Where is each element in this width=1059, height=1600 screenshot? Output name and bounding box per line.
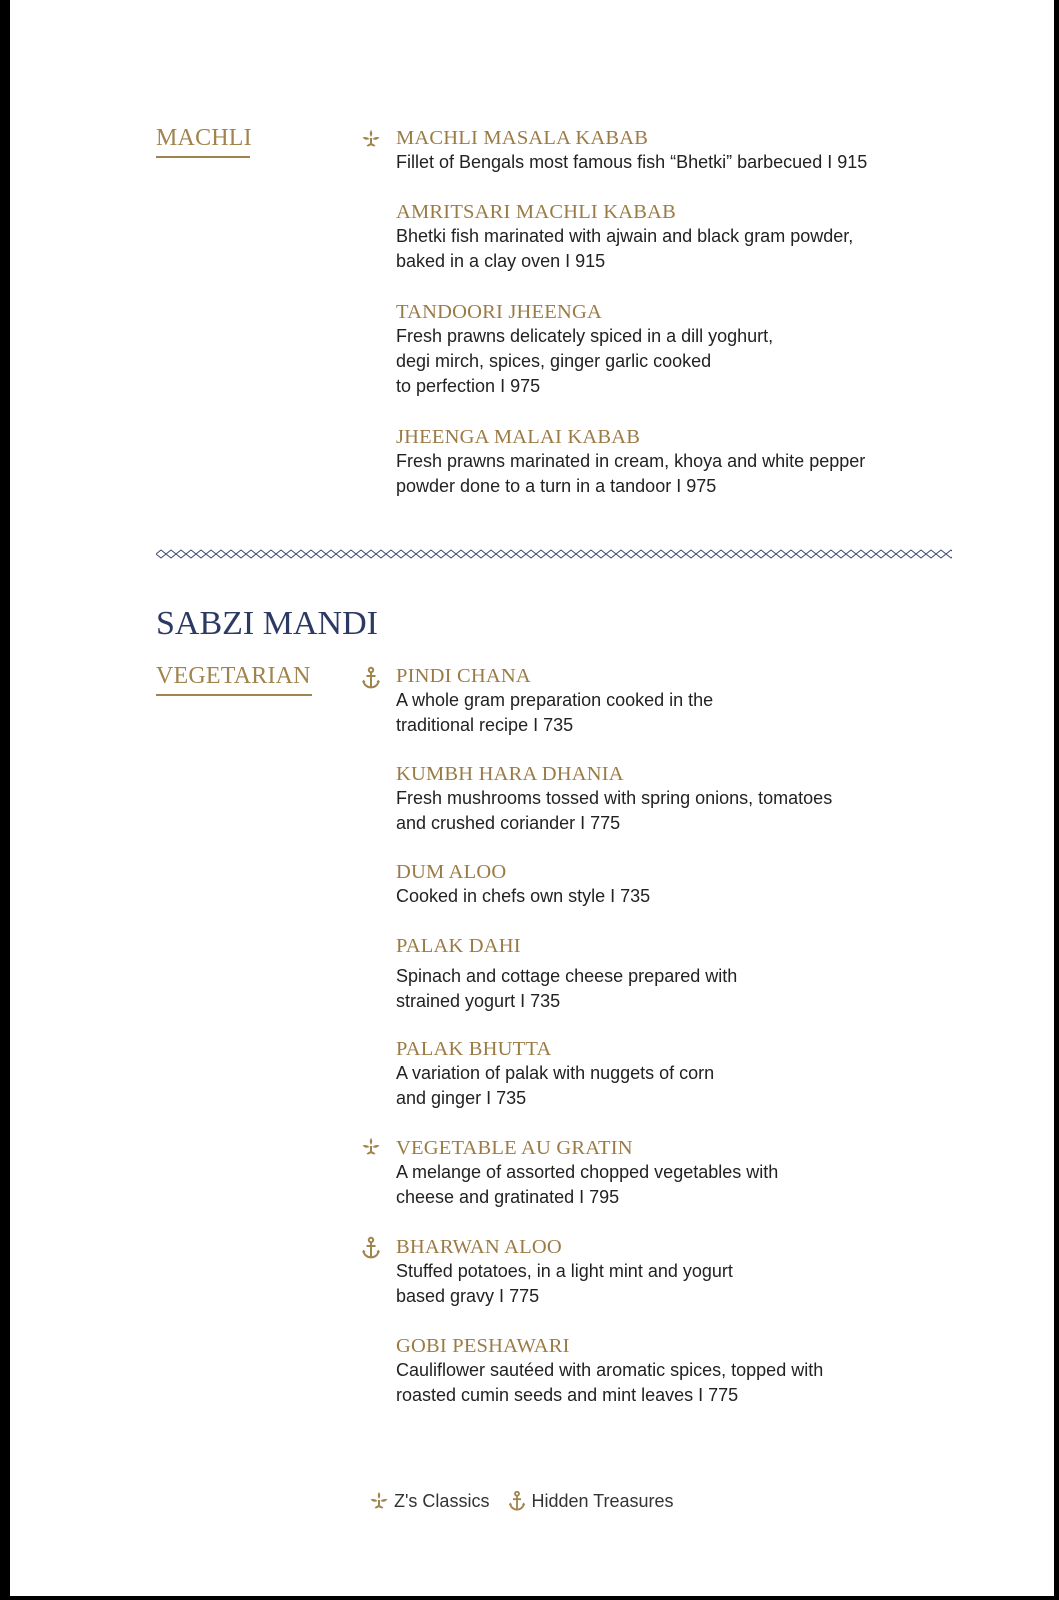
item-description: A melange of assorted chopped vegetables with cheese and gratinated I 795 [396,1162,779,1207]
item-name: PALAK BHUTTA [396,1038,552,1060]
menu-item [396,1037,976,1111]
menu-item [396,1235,976,1309]
item-name: KUMBH HARA DHANIA [396,763,624,785]
fleur-icon [360,1136,382,1158]
item-name: MACHLI MASALA KABAB [396,127,649,149]
section-label-machli [156,124,252,158]
legend-label: Hidden Treasures [531,1490,674,1511]
item-description: Spinach and cottage cheese prepared with strained yogurt I 735 [396,966,738,1011]
item-name: PALAK DAHI [396,935,521,957]
item-name: AMRITSARI MACHLI KABAB [396,201,677,223]
legend-item-classics [368,1490,489,1512]
item-description: Cauliflower sautéed with aromatic spices, topped with roasted cumin seeds and mint leaves I 775 [396,1360,824,1405]
anchor-icon [507,1490,527,1512]
item-name: GOBI PESHAWARI [396,1335,570,1357]
section-label-text: MACHLI [156,125,252,151]
item-description: A whole gram preparation cooked in the traditional recipe I 735 [396,690,714,735]
menu-item [396,425,976,499]
legend-item-hidden-treasures [507,1490,673,1512]
item-name: JHEENGA MALAI KABAB [396,426,641,448]
item-description: Fresh mushrooms tossed with spring onions, tomatoes and crushed coriander I 775 [396,788,833,833]
item-description: Fresh prawns marinated in cream, khoya and white pepper powder done to a turn in a tandoor I 975 [396,451,866,496]
anchor-icon [360,1236,382,1258]
menu-item [396,934,976,1014]
fleur-icon [360,128,382,150]
item-name: VEGETABLE AU GRATIN [396,1137,633,1159]
menu-item [396,1334,976,1408]
section-label-vegetarian [156,662,312,696]
anchor-icon [360,666,382,688]
menu-item [396,200,976,274]
item-name: DUM ALOO [396,861,507,883]
menu-item [396,1136,976,1210]
legend [368,1490,692,1512]
item-name: TANDOORI JHEENGA [396,301,602,323]
section-title-sabzi-mandi: SABZI MANDI [156,605,378,642]
item-description: Fresh prawns delicately spiced in a dill yoghurt, degi mirch, spices, ginger garlic cooked to perfection I 975 [396,326,774,396]
item-description: Stuffed potatoes, in a light mint and yogurt based gravy I 775 [396,1261,733,1306]
fleur-icon [368,1490,390,1512]
item-name: BHARWAN ALOO [396,1236,562,1258]
menu-item [396,664,976,738]
item-name: PINDI CHANA [396,665,531,687]
item-description: A variation of palak with nuggets of corn and ginger I 735 [396,1063,715,1108]
menu-item [396,300,976,399]
section-label-text: VEGETARIAN [156,663,311,689]
menu-item [396,762,976,836]
menu-item [396,860,976,909]
menu-page [10,0,1054,1596]
item-description: Fillet of Bengals most famous fish “Bhetki” barbecued I 915 [396,152,868,172]
section-underline [156,156,250,158]
menu-item [396,126,976,175]
item-description: Cooked in chefs own style I 735 [396,886,651,906]
section-underline [156,694,312,696]
legend-label: Z's Classics [394,1490,490,1511]
decorative-divider [156,548,952,560]
item-description: Bhetki fish marinated with ajwain and black gram powder, baked in a clay oven I 915 [396,226,854,271]
